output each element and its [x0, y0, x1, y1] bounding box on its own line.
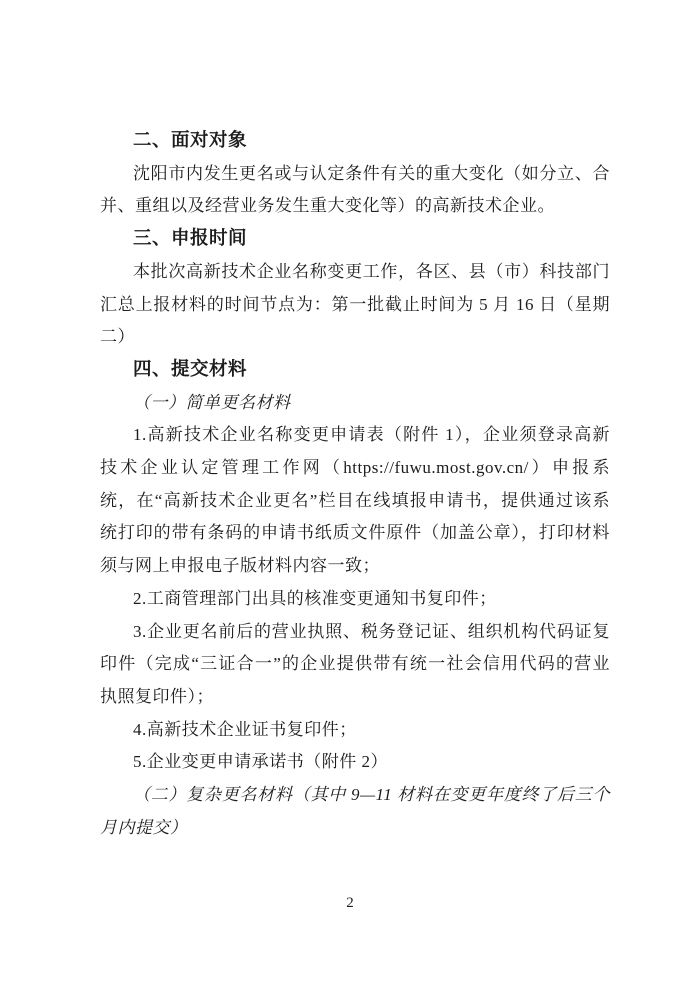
list-item-1-line: 统打印的带有条码的申请书纸质文件原件（加盖公章），打印材料 [100, 523, 610, 543]
paragraph-line: 本批次高新技术企业名称变更工作，各区、县（市）科技部门 [133, 261, 610, 281]
section-heading-materials: 四、提交材料 [133, 358, 248, 380]
subheading-complex-rename-materials: （二）复杂更名材料（其中 9—11 材料在变更年度终了后三个 [133, 785, 610, 805]
list-item-1-line: 技术企业认定管理工作网（https://fuwu.most.gov.cn/）申报系 [100, 458, 610, 478]
paragraph-line: 汇总上报材料的时间节点为：第一批截止时间为 5 月 16 日（星期 [100, 294, 610, 314]
list-item-1-line: 须与网上申报电子版材料内容一致； [100, 556, 380, 576]
list-item-3-line: 印件（完成“三证合一”的企业提供带有统一社会信用代码的营业 [100, 654, 610, 674]
list-item-5-line: 5.企业变更申请承诺书（附件 2） [133, 752, 388, 772]
list-item-1-line: 1.高新技术企业名称变更申请表（附件 1），企业须登录高新 [133, 425, 610, 445]
list-item-3-line: 3.企业更名前后的营业执照、税务登记证、组织机构代码证复 [133, 621, 610, 641]
subheading-complex-rename-materials: 月内提交） [100, 817, 188, 837]
document-body [100, 125, 610, 844]
paragraph-line: 二） [100, 327, 135, 347]
section-heading-application-time: 三、申报时间 [133, 228, 248, 250]
paragraph-line: 沈阳市内发生更名或与认定条件有关的重大变化（如分立、合 [133, 163, 610, 183]
list-item-4-line: 4.高新技术企业证书复印件； [133, 719, 357, 739]
list-item-1-line: 统，在“高新技术企业更名”栏目在线填报申请书，提供通过该系 [100, 490, 610, 510]
list-item-3-line: 执照复印件）； [100, 686, 214, 706]
section-heading-target-audience: 二、面对对象 [133, 130, 248, 151]
paragraph-line: 并、重组以及经营业务发生重大变化等）的高新技术企业。 [100, 196, 555, 216]
subheading-simple-rename-materials: （一）简单更名材料 [133, 392, 291, 412]
page-number: 2 [346, 895, 354, 911]
list-item-2-line: 2.工商管理部门出具的核准变更通知书复印件； [133, 588, 497, 608]
